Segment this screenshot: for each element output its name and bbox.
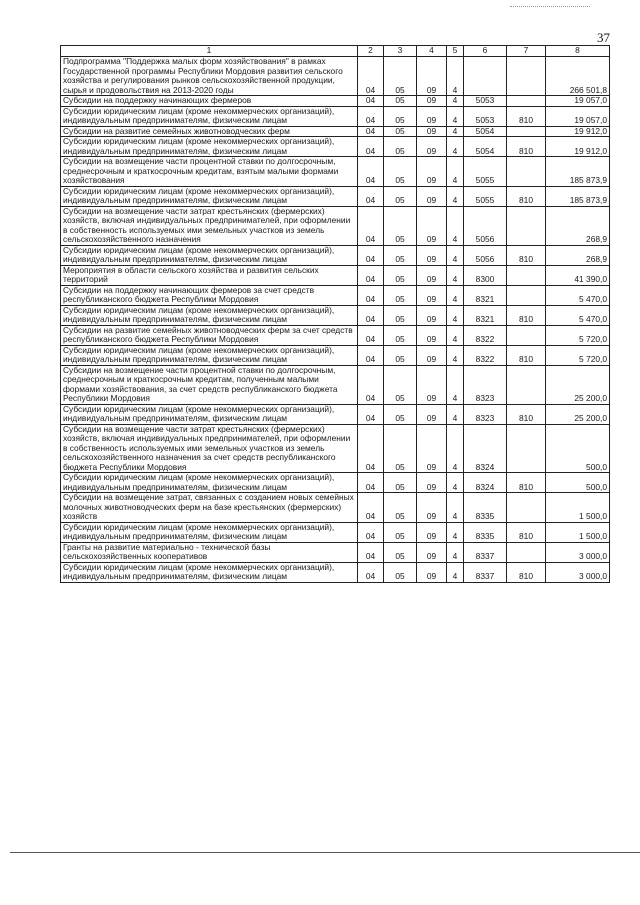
col2-cell: 04 — [358, 245, 384, 265]
code-cell: 5054 — [464, 126, 507, 137]
code-cell: 8323 — [464, 365, 507, 404]
code-cell: 8335 — [464, 522, 507, 542]
header-cell: 1 — [61, 46, 358, 57]
table-row — [61, 365, 610, 404]
table-row — [61, 522, 610, 542]
header-cell: 2 — [358, 46, 384, 57]
table-body — [61, 57, 610, 583]
amount-cell: 19 057,0 — [546, 106, 610, 126]
col4-cell: 09 — [417, 473, 447, 493]
col3-cell: 05 — [384, 404, 417, 424]
code-cell: 8300 — [464, 265, 507, 285]
row-name-cell: Субсидии на развитие семейных животноводческих ферм за счет средств республиканского бюджета Республики Мордовия — [61, 325, 358, 345]
header-cell: 6 — [464, 46, 507, 57]
type-cell: 810 — [507, 186, 546, 206]
code-cell: 8323 — [464, 404, 507, 424]
row-name-cell: Субсидии на развитие семейных животноводческих ферм — [61, 126, 358, 137]
code-cell: 8337 — [464, 542, 507, 562]
col5-cell: 4 — [447, 562, 464, 582]
col4-cell: 09 — [417, 265, 447, 285]
table-row — [61, 157, 610, 187]
header-row — [61, 46, 610, 57]
col3-cell: 05 — [384, 137, 417, 157]
col2-cell: 04 — [358, 473, 384, 493]
table-row — [61, 285, 610, 305]
col4-cell: 09 — [417, 562, 447, 582]
type-cell — [507, 157, 546, 187]
col2-cell: 04 — [358, 57, 384, 96]
code-cell: 8324 — [464, 424, 507, 473]
amount-cell: 19 912,0 — [546, 126, 610, 137]
type-cell — [507, 206, 546, 245]
col5-cell: 4 — [447, 522, 464, 542]
row-name-cell: Субсидии на возмещение части процентной ставки по долгосрочным, среднесрочным и краткосрочным кредитам, полученным малыми формами хозяйствования, за счет средств республиканского бюджета Республики Мордовия — [61, 365, 358, 404]
col2-cell: 04 — [358, 106, 384, 126]
col3-cell: 05 — [384, 305, 417, 325]
col5-cell: 4 — [447, 57, 464, 96]
col3-cell: 05 — [384, 186, 417, 206]
type-cell — [507, 542, 546, 562]
amount-cell: 19 912,0 — [546, 137, 610, 157]
table-row — [61, 265, 610, 285]
table-row — [61, 106, 610, 126]
col4-cell: 09 — [417, 206, 447, 245]
table-row — [61, 305, 610, 325]
amount-cell: 25 200,0 — [546, 404, 610, 424]
code-cell: 5054 — [464, 137, 507, 157]
col4-cell: 09 — [417, 365, 447, 404]
col4-cell: 09 — [417, 157, 447, 187]
row-name-cell: Субсидии юридическим лицам (кроме некоммерческих организаций), индивидуальным предпринимателям, физическим лицам — [61, 562, 358, 582]
type-cell: 810 — [507, 473, 546, 493]
row-name-cell: Субсидии юридическим лицам (кроме некоммерческих организаций), индивидуальным предпринимателям, физическим лицам — [61, 186, 358, 206]
col4-cell: 09 — [417, 285, 447, 305]
row-name-cell: Субсидии на возмещение части процентной ставки по долгосрочным, среднесрочным и краткосрочным кредитам, взятым малыми формами хозяйствования — [61, 157, 358, 187]
row-name-cell: Субсидии на возмещение затрат, связанных с созданием новых семейных молочных животноводческих ферм на базе крестьянских (фермерских) хозяйств — [61, 493, 358, 523]
col4-cell: 09 — [417, 522, 447, 542]
code-cell: 5055 — [464, 186, 507, 206]
col4-cell: 09 — [417, 542, 447, 562]
col3-cell: 05 — [384, 542, 417, 562]
code-cell: 5056 — [464, 206, 507, 245]
header-cell: 4 — [417, 46, 447, 57]
amount-cell: 3 000,0 — [546, 542, 610, 562]
table-row — [61, 473, 610, 493]
table-row — [61, 96, 610, 107]
col4-cell: 09 — [417, 186, 447, 206]
col5-cell: 4 — [447, 186, 464, 206]
col3-cell: 05 — [384, 245, 417, 265]
col2-cell: 04 — [358, 345, 384, 365]
row-name-cell: Субсидии юридическим лицам (кроме некоммерческих организаций), индивидуальным предпринимателям, физическим лицам — [61, 522, 358, 542]
type-cell — [507, 57, 546, 96]
col4-cell: 09 — [417, 57, 447, 96]
col2-cell: 04 — [358, 493, 384, 523]
type-cell — [507, 493, 546, 523]
col4-cell: 09 — [417, 137, 447, 157]
row-name-cell: Субсидии на поддержку начинающих фермеров — [61, 96, 358, 107]
page-number: 37 — [597, 30, 610, 45]
table-row — [61, 206, 610, 245]
col2-cell: 04 — [358, 285, 384, 305]
table-row — [61, 562, 610, 582]
type-cell: 810 — [507, 404, 546, 424]
col5-cell: 4 — [447, 285, 464, 305]
col5-cell: 4 — [447, 345, 464, 365]
col5-cell: 4 — [447, 542, 464, 562]
col2-cell: 04 — [358, 404, 384, 424]
amount-cell: 268,9 — [546, 245, 610, 265]
col5-cell: 4 — [447, 473, 464, 493]
code-cell: 8335 — [464, 493, 507, 523]
row-name-cell: Субсидии на поддержку начинающих фермеров за счет средств республиканского бюджета Республики Мордовия — [61, 285, 358, 305]
col2-cell: 04 — [358, 265, 384, 285]
col5-cell: 4 — [447, 96, 464, 107]
table-row — [61, 404, 610, 424]
col4-cell: 09 — [417, 305, 447, 325]
col2-cell: 04 — [358, 522, 384, 542]
table-row — [61, 542, 610, 562]
amount-cell: 5 470,0 — [546, 285, 610, 305]
table-row — [61, 345, 610, 365]
col2-cell: 04 — [358, 325, 384, 345]
col5-cell: 4 — [447, 126, 464, 137]
col2-cell: 04 — [358, 126, 384, 137]
amount-cell: 1 500,0 — [546, 522, 610, 542]
amount-cell: 5 720,0 — [546, 345, 610, 365]
header-cell: 7 — [507, 46, 546, 57]
col4-cell: 09 — [417, 325, 447, 345]
row-name-cell: Мероприятия в области сельского хозяйства и развития сельских территорий — [61, 265, 358, 285]
code-cell: 5053 — [464, 106, 507, 126]
col5-cell: 4 — [447, 265, 464, 285]
table-row — [61, 325, 610, 345]
col2-cell: 04 — [358, 424, 384, 473]
col5-cell: 4 — [447, 106, 464, 126]
type-cell: 810 — [507, 305, 546, 325]
row-name-cell: Подпрограмма "Поддержка малых форм хозяйствования" в рамках Государственной программы Республики Мордовия развития сельского хозяйства и регулирования рынков сельскохозяйственной продукции, сырья и продовольствия на 2013-2020 годы — [61, 57, 358, 96]
table-row — [61, 57, 610, 96]
row-name-cell: Гранты на развитие материально - технической базы сельскохозяйственных кооперативов — [61, 542, 358, 562]
col3-cell: 05 — [384, 493, 417, 523]
budget-table — [60, 45, 610, 583]
amount-cell: 41 390,0 — [546, 265, 610, 285]
code-cell: 5055 — [464, 157, 507, 187]
row-name-cell: Субсидии юридическим лицам (кроме некоммерческих организаций), индивидуальным предпринимателям, физическим лицам — [61, 345, 358, 365]
col3-cell: 05 — [384, 285, 417, 305]
col5-cell: 4 — [447, 137, 464, 157]
row-name-cell: Субсидии юридическим лицам (кроме некоммерческих организаций), индивидуальным предпринимателям, физическим лицам — [61, 245, 358, 265]
code-cell: 8324 — [464, 473, 507, 493]
col3-cell: 05 — [384, 96, 417, 107]
table-row — [61, 245, 610, 265]
table-row — [61, 493, 610, 523]
col3-cell: 05 — [384, 57, 417, 96]
header-cell: 5 — [447, 46, 464, 57]
table-row — [61, 186, 610, 206]
code-cell: 8321 — [464, 285, 507, 305]
col4-cell: 09 — [417, 96, 447, 107]
col3-cell: 05 — [384, 126, 417, 137]
col3-cell: 05 — [384, 157, 417, 187]
type-cell: 810 — [507, 137, 546, 157]
col3-cell: 05 — [384, 265, 417, 285]
row-name-cell: Субсидии на возмещение части затрат крестьянских (фермерских) хозяйств, включая индивидуальных предпринимателей, при оформлении в собственность используемых ими земельных участков из земель сельскохозяйственного назначения — [61, 206, 358, 245]
type-cell: 810 — [507, 522, 546, 542]
col3-cell: 05 — [384, 365, 417, 404]
col2-cell: 04 — [358, 365, 384, 404]
col3-cell: 05 — [384, 106, 417, 126]
col2-cell: 04 — [358, 542, 384, 562]
amount-cell: 185 873,9 — [546, 157, 610, 187]
col2-cell: 04 — [358, 137, 384, 157]
row-name-cell: Субсидии юридическим лицам (кроме некоммерческих организаций), индивидуальным предпринимателям, физическим лицам — [61, 305, 358, 325]
amount-cell: 19 057,0 — [546, 96, 610, 107]
col4-cell: 09 — [417, 424, 447, 473]
col5-cell: 4 — [447, 493, 464, 523]
table-row — [61, 137, 610, 157]
amount-cell: 3 000,0 — [546, 562, 610, 582]
code-cell: 5056 — [464, 245, 507, 265]
amount-cell: 5 720,0 — [546, 325, 610, 345]
col2-cell: 04 — [358, 186, 384, 206]
amount-cell: 500,0 — [546, 424, 610, 473]
type-cell — [507, 424, 546, 473]
col3-cell: 05 — [384, 473, 417, 493]
col5-cell: 4 — [447, 305, 464, 325]
amount-cell: 185 873,9 — [546, 186, 610, 206]
col5-cell: 4 — [447, 404, 464, 424]
col5-cell: 4 — [447, 365, 464, 404]
col4-cell: 09 — [417, 345, 447, 365]
col4-cell: 09 — [417, 106, 447, 126]
row-name-cell: Субсидии юридическим лицам (кроме некоммерческих организаций), индивидуальным предпринимателям, физическим лицам — [61, 404, 358, 424]
type-cell — [507, 96, 546, 107]
amount-cell: 266 501,8 — [546, 57, 610, 96]
col3-cell: 05 — [384, 206, 417, 245]
col3-cell: 05 — [384, 562, 417, 582]
code-cell — [464, 57, 507, 96]
code-cell: 8337 — [464, 562, 507, 582]
code-cell: 5053 — [464, 96, 507, 107]
col5-cell: 4 — [447, 157, 464, 187]
type-cell: 810 — [507, 106, 546, 126]
col2-cell: 04 — [358, 305, 384, 325]
amount-cell: 500,0 — [546, 473, 610, 493]
amount-cell: 25 200,0 — [546, 365, 610, 404]
col3-cell: 05 — [384, 424, 417, 473]
col2-cell: 04 — [358, 562, 384, 582]
col3-cell: 05 — [384, 325, 417, 345]
type-cell: 810 — [507, 345, 546, 365]
col2-cell: 04 — [358, 206, 384, 245]
code-cell: 8321 — [464, 305, 507, 325]
amount-cell: 5 470,0 — [546, 305, 610, 325]
table-row — [61, 424, 610, 473]
type-cell — [507, 285, 546, 305]
col4-cell: 09 — [417, 404, 447, 424]
table-row — [61, 126, 610, 137]
col4-cell: 09 — [417, 245, 447, 265]
col2-cell: 04 — [358, 96, 384, 107]
col3-cell: 05 — [384, 345, 417, 365]
bottom-rule — [10, 852, 640, 853]
col4-cell: 09 — [417, 493, 447, 523]
col5-cell: 4 — [447, 325, 464, 345]
code-cell: 8322 — [464, 325, 507, 345]
type-cell — [507, 365, 546, 404]
type-cell — [507, 126, 546, 137]
amount-cell: 1 500,0 — [546, 493, 610, 523]
type-cell — [507, 325, 546, 345]
col3-cell: 05 — [384, 522, 417, 542]
col5-cell: 4 — [447, 245, 464, 265]
code-cell: 8322 — [464, 345, 507, 365]
col5-cell: 4 — [447, 424, 464, 473]
row-name-cell: Субсидии юридическим лицам (кроме некоммерческих организаций), индивидуальным предпринимателям, физическим лицам — [61, 106, 358, 126]
type-cell — [507, 265, 546, 285]
row-name-cell: Субсидии на возмещение части затрат крестьянских (фермерских) хозяйств, включая индивидуальных предпринимателей, при оформлении в собственность используемых ими земельных участков из земель сельскохозяйственного назначения за счет средств республиканского бюджета Республики Мордовия — [61, 424, 358, 473]
col2-cell: 04 — [358, 157, 384, 187]
header-cell: 8 — [546, 46, 610, 57]
type-cell: 810 — [507, 245, 546, 265]
header-cell: 3 — [384, 46, 417, 57]
col4-cell: 09 — [417, 126, 447, 137]
row-name-cell: Субсидии юридическим лицам (кроме некоммерческих организаций), индивидуальным предпринимателям, физическим лицам — [61, 473, 358, 493]
scan-artifact-line — [510, 6, 590, 7]
row-name-cell: Субсидии юридическим лицам (кроме некоммерческих организаций), индивидуальным предпринимателям, физическим лицам — [61, 137, 358, 157]
amount-cell: 268,9 — [546, 206, 610, 245]
col5-cell: 4 — [447, 206, 464, 245]
type-cell: 810 — [507, 562, 546, 582]
